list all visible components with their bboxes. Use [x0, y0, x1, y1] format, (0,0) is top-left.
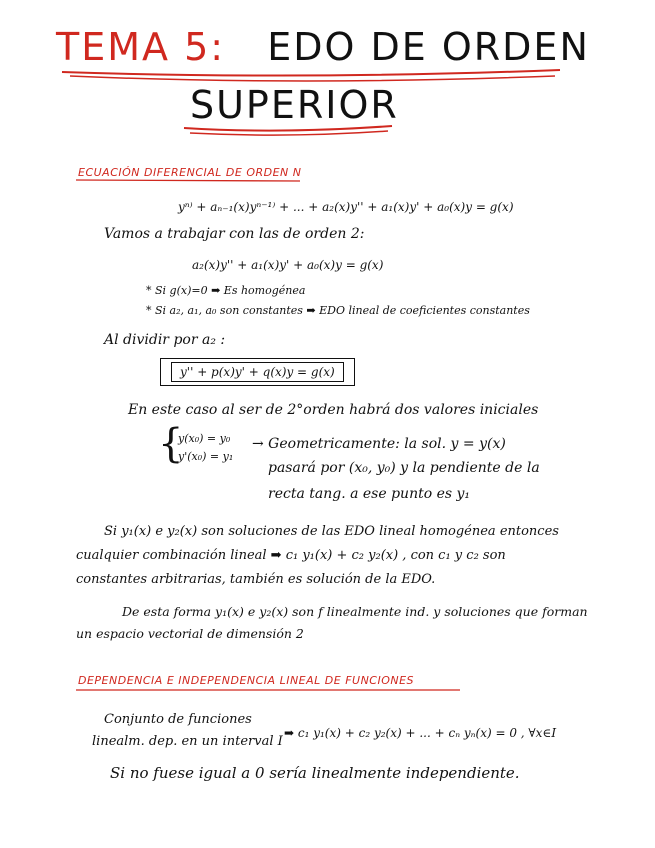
paragraph1-line3: constantes arbitrarias, también es solución de la EDO.: [76, 572, 436, 587]
title-part2: EDO DE ORDEN: [267, 25, 590, 69]
boxed-equation: [160, 358, 355, 386]
paragraph2-line1: De esta forma y₁(x) e y₂(x) son f linealmente ind. y soluciones que forman: [122, 604, 588, 619]
order2-equation: a₂(x)y'' + a₁(x)y' + a₀(x)y = g(x): [192, 258, 384, 272]
section-heading-1: ECUACIÓN DIFERENCIAL DE ORDEN N: [78, 166, 302, 179]
page-title-line2: SUPERIOR: [190, 83, 399, 127]
boxed-equation-text: y'' + p(x)y' + q(x)y = g(x): [171, 362, 344, 382]
paragraph1-line2: cualquier combinación lineal ➡ c₁ y₁(x) + c₂ y₂(x) , con c₁ y c₂ son: [76, 548, 506, 563]
condition-2: y'(x₀) = y₁: [178, 450, 234, 463]
section-heading-2: DEPENDENCIA E INDEPENDENCIA LINEAL DE FUNCIONES: [78, 674, 415, 687]
condition-1: y(x₀) = y₀: [178, 432, 231, 445]
geometric-line1: → Geometricamente: la sol. y = y(x): [252, 436, 506, 452]
definition-line2: linealm. dep. en un interval I: [92, 734, 283, 749]
definition-equation: ➡ c₁ y₁(x) + c₂ y₂(x) + ... + cₙ yₙ(x) = 0 , ∀x∈I: [284, 726, 557, 740]
bullet-constant-coefficients: * Si a₂, a₁, a₀ son constantes ➡ EDO lineal de coeficientes constantes: [146, 304, 530, 317]
divide-text: Al dividir por a₂ :: [104, 332, 226, 348]
closing-text: Si no fuese igual a 0 sería linealmente independiente.: [110, 764, 520, 782]
bullet-homogeneous: * Si g(x)=0 ➡ Es homogénea: [146, 284, 306, 297]
geometric-line2: pasará por (x₀, y₀) y la pendiente de la: [268, 460, 540, 476]
paragraph1-line1: Si y₁(x) e y₂(x) son soluciones de las EDO lineal homogénea entonces: [104, 524, 559, 539]
intro-text: Vamos a trabajar con las de orden 2:: [104, 226, 365, 242]
title-part1: TEMA 5:: [56, 25, 226, 69]
brace-icon: {: [158, 421, 184, 467]
geometric-line3: recta tang. a ese punto es y₁: [268, 486, 471, 502]
paragraph2-line2: un espacio vectorial de dimensión 2: [76, 626, 304, 641]
definition-line1: Conjunto de funciones: [104, 712, 252, 727]
initial-values-text: En este caso al ser de 2°orden habrá dos valores iniciales: [128, 402, 539, 418]
general-equation: yⁿ⁾ + aₙ₋₁(x)yⁿ⁻¹⁾ + ... + a₂(x)y'' + a₁(x)y' + a₀(x)y = g(x): [178, 200, 514, 214]
